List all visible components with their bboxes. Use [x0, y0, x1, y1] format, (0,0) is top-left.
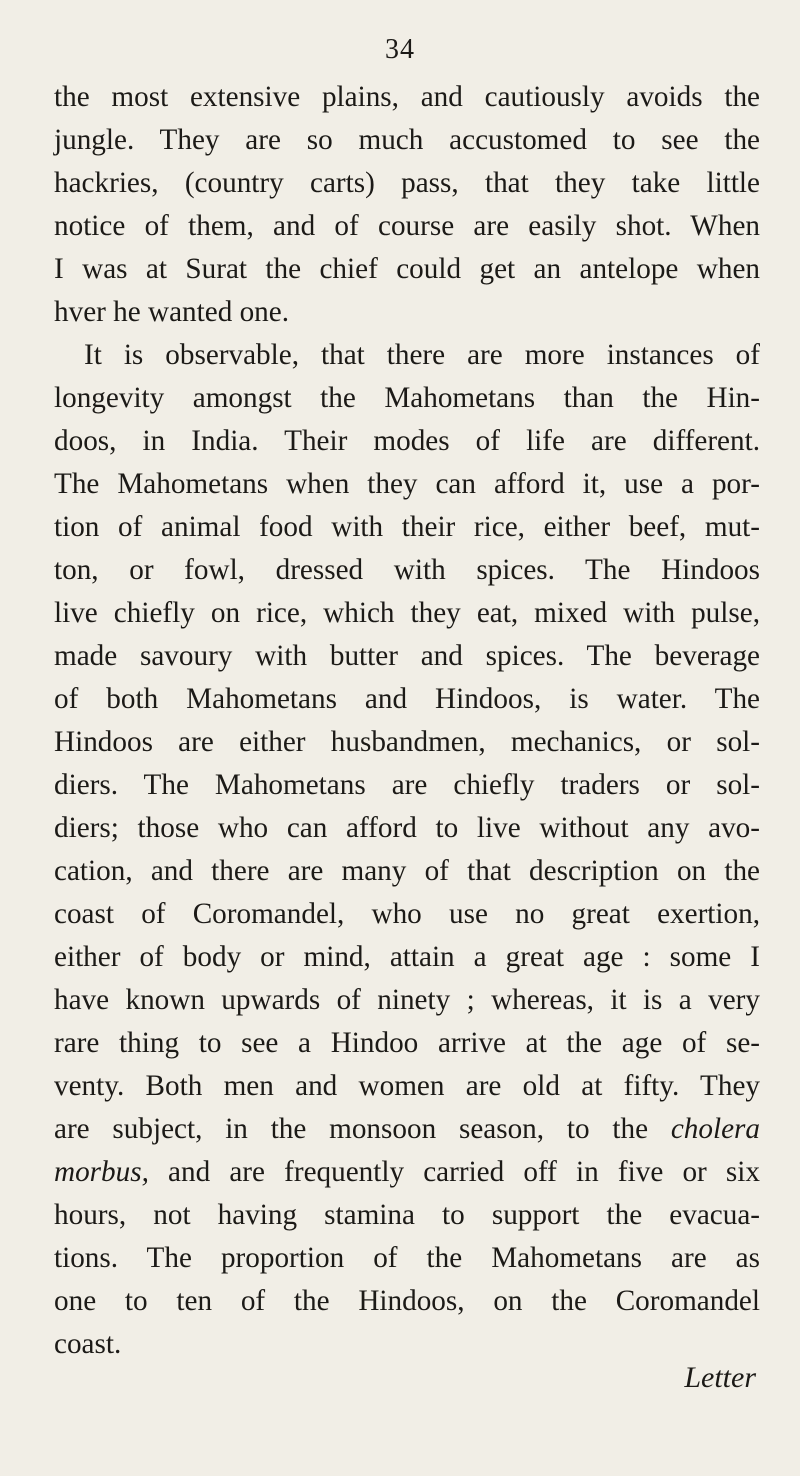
text-line: It is observable, that there are more instances of [84, 339, 760, 371]
text-line: Hindoos are either husbandmen, mechanics, or sol- [54, 726, 760, 758]
text-line: the most extensive plains, and cautiously avoids the [54, 81, 760, 113]
text-line: made savoury with butter and spices. The beverage [54, 640, 760, 672]
text-line: doos, in India. Their modes of life are different. [54, 425, 760, 457]
line-text: are subject, in the monsoon season, to the [54, 1113, 671, 1145]
text-line: diers. The Mahometans are chiefly traders or sol- [54, 769, 760, 801]
text-line: diers; those who can afford to live without any avo- [54, 812, 760, 844]
text-line: either of body or mind, attain a great age : some I [54, 941, 760, 973]
catchword: Letter [684, 1361, 756, 1394]
text-line: longevity amongst the Mahometans than the Hin- [54, 382, 760, 414]
text-line: cation, and there are many of that description on the [54, 855, 760, 887]
italic-term: cholera [670, 1113, 760, 1145]
text-line: coast. [54, 1328, 122, 1360]
page-number: 34 [385, 34, 415, 65]
text-line: of both Mahometans and Hindoos, is water. The [54, 683, 760, 715]
italic-term: morbus, [54, 1156, 149, 1188]
text-line [54, 1151, 760, 1194]
text-line: coast of Coromandel, who use no great exertion, [54, 898, 760, 930]
text-line: hver he wanted one. [54, 296, 290, 328]
text-line: live chiefly on rice, which they eat, mixed with pulse, [54, 597, 760, 629]
text-line: notice of them, and of course are easily shot. When [54, 210, 760, 242]
text-line: have known upwards of ninety ; whereas, it is a very [54, 984, 760, 1016]
text-line: The Mahometans when they can afford it, use a por- [54, 468, 760, 500]
text-line: one to ten of the Hindoos, on the Coromandel [54, 1285, 760, 1317]
text-line: venty. Both men and women are old at fifty. They [54, 1070, 760, 1102]
line-text: and are frequently carried off in five or six [148, 1156, 760, 1188]
text-line: tions. The proportion of the Mahometans are as [54, 1242, 760, 1274]
text-line: rare thing to see a Hindoo arrive at the age of se- [54, 1027, 760, 1059]
text-line: hackries, (country carts) pass, that they take little [54, 167, 760, 199]
text-line: I was at Surat the chief could get an antelope when [54, 253, 760, 285]
text-line: tion of animal food with their rice, either beef, mut- [54, 511, 760, 543]
text-line: hours, not having stamina to support the evacua- [54, 1199, 760, 1231]
text-line [54, 1108, 760, 1151]
body-text [54, 76, 760, 1366]
text-line: ton, or fowl, dressed with spices. The Hindoos [54, 554, 760, 586]
text-line: jungle. They are so much accustomed to see the [54, 124, 760, 156]
